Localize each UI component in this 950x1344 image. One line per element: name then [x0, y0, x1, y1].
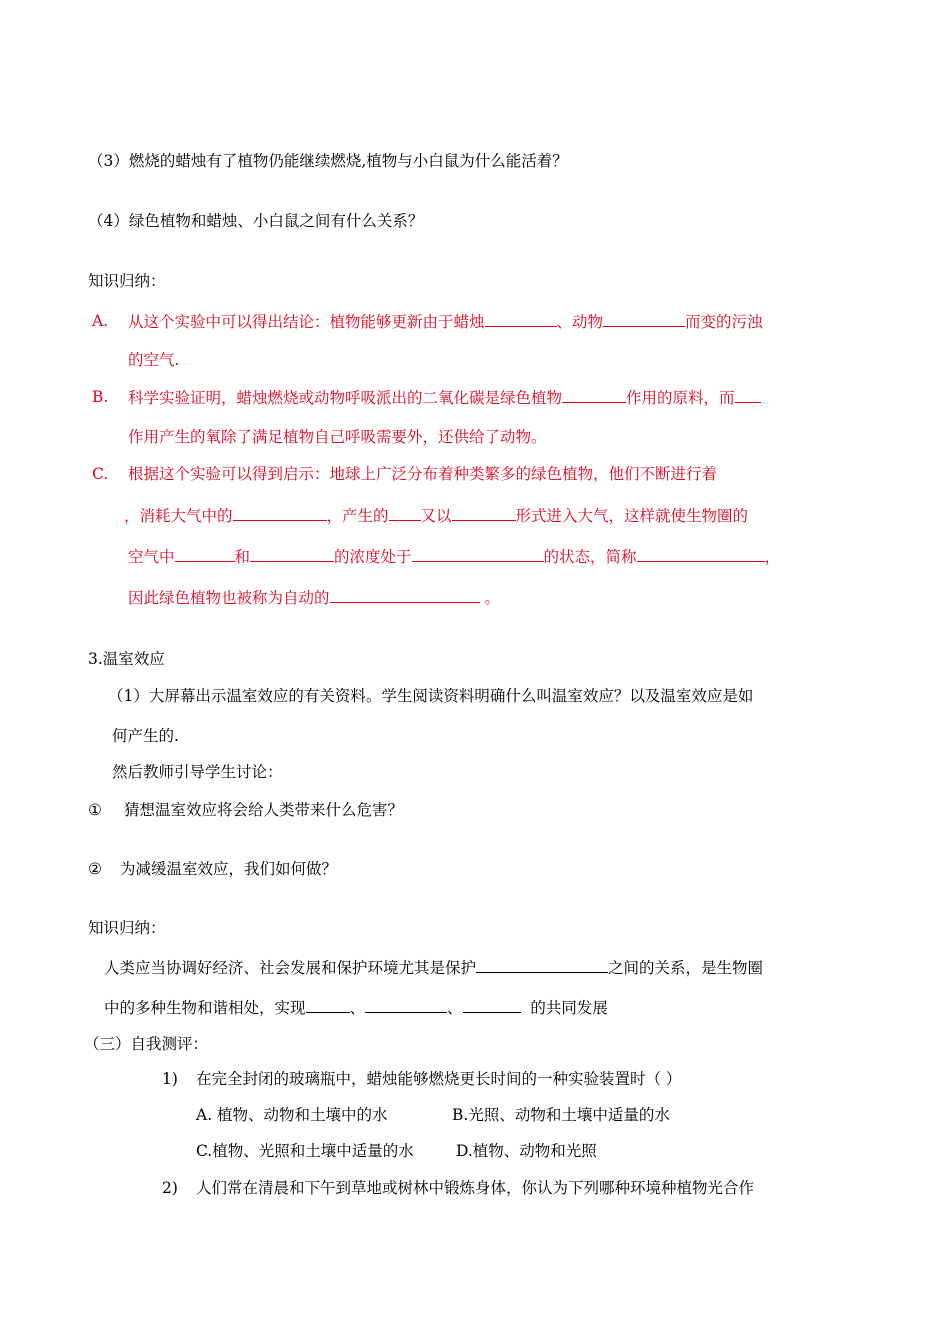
item-a-text1: 从这个实验中可以得出结论：植物能够更新由于蜡烛 [128, 313, 485, 331]
item-c-line3 [128, 546, 780, 567]
blank[interactable] [365, 997, 447, 1013]
item-b-line1 [128, 387, 761, 408]
item-c-text: 和 [234, 548, 251, 566]
summary2-line1 [104, 957, 763, 978]
summary2-text: 中的多种生物和谐相处，实现 [104, 999, 306, 1017]
item-c-text: 空气中 [128, 548, 175, 566]
blank[interactable] [306, 997, 350, 1013]
blank[interactable] [637, 546, 765, 562]
summary2-text: 、 [447, 999, 463, 1017]
blank[interactable] [452, 505, 516, 521]
question-number: 1) [162, 1070, 178, 1088]
question-3: （3）燃烧的蜡烛有了植物仍能继续燃烧,植物与小白鼠为什么能活着？ [88, 152, 568, 170]
list-marker: ① [88, 801, 102, 819]
summary-heading: 知识归纳： [88, 272, 166, 290]
option-b[interactable]: B.光照、动物和土壤中适量的水 [452, 1106, 670, 1124]
list-marker: ② [88, 860, 102, 878]
item-c-text: ， [764, 548, 781, 566]
item-a-marker: A. [92, 312, 109, 330]
item-c-line2 [124, 505, 748, 526]
section-title: 3.温室效应 [88, 650, 165, 668]
summary2-line2 [104, 997, 608, 1018]
item-c-text: 形式进入大气，这样就使生物圈的 [515, 507, 749, 525]
option-a[interactable]: A. 植物、动物和土壤中的水 [196, 1106, 388, 1124]
discussion-item-2: 为减缓温室效应，我们如何做？ [120, 860, 338, 878]
item-b-text2: 作用的原料，而 [626, 389, 735, 407]
question-4: （4）绿色植物和蜡烛、小白鼠之间有什么关系？ [88, 212, 424, 230]
summary2-text: 之间的关系，是生物圈 [608, 959, 764, 977]
item-c-text: ，产生的 [326, 507, 389, 525]
self-test-question-1: 在完全封闭的玻璃瓶中，蜡烛能够燃烧更长时间的一种实验装置时（ ） [196, 1070, 682, 1088]
blank[interactable] [603, 311, 685, 327]
item-a-text2: 、动物 [556, 313, 604, 331]
item-b-text1: 科学实验证明，蜡烛燃烧或动物呼吸派出的二氧化碳是绿色植物 [128, 389, 563, 407]
item-c-text: 的状态，简称 [543, 548, 637, 566]
summary2-text: 人类应当协调好经济、社会发展和保护环境尤其是保护 [104, 959, 477, 977]
blank[interactable] [476, 957, 608, 973]
item-c-text: 。 [484, 589, 500, 607]
item-a-line2: 的空气. [128, 351, 180, 369]
greenhouse-para1-cont: 何产生的. [112, 727, 179, 745]
item-a-line1 [128, 311, 763, 332]
item-c-line1: 根据这个实验可以得到启示：地球上广泛分布着种类繁多的绿色植物，他们不断进行着 [128, 465, 718, 483]
blank[interactable] [485, 311, 557, 327]
blank[interactable] [330, 587, 480, 603]
blank[interactable] [735, 387, 761, 403]
self-test-heading: （三）自我测评： [84, 1035, 209, 1053]
item-c-text: 因此绿色植物也被称为自动的 [128, 589, 330, 607]
item-b-line2: 作用产生的氧除了满足植物自己呼吸需要外，还供给了动物。 [128, 428, 547, 446]
blank[interactable] [250, 546, 334, 562]
item-c-line4 [128, 587, 500, 608]
summary2-text: 、 [349, 999, 366, 1017]
greenhouse-para1: （1）大屏幕出示温室效应的有关资料。学生阅读资料明确什么叫温室效应？以及温室效应是如 [108, 687, 754, 705]
self-test-question-2: 人们常在清晨和下午到草地或树林中锻炼身体，你认为下列哪种环境种植物光合作 [196, 1179, 755, 1197]
summary2-text: 的共同发展 [530, 999, 608, 1017]
greenhouse-para2: 然后教师引导学生讨论： [112, 763, 283, 781]
blank[interactable] [412, 546, 544, 562]
blank[interactable] [562, 387, 626, 403]
question-number: 2) [162, 1179, 178, 1197]
item-c-marker: C. [92, 465, 109, 483]
option-c[interactable]: C.植物、光照和土壤中适量的水 [196, 1142, 414, 1160]
blank[interactable] [175, 546, 235, 562]
blank[interactable] [233, 505, 327, 521]
item-c-text: 的浓度处于 [334, 548, 412, 566]
item-c-text: ，消耗大气中的 [124, 507, 233, 525]
item-b-marker: B. [92, 388, 109, 406]
summary-heading: 知识归纳： [88, 919, 166, 937]
item-c-text: 又以 [420, 507, 452, 525]
item-a-text3: 而变的污浊 [685, 313, 763, 331]
blank[interactable] [389, 505, 421, 521]
option-d[interactable]: D.植物、动物和光照 [456, 1142, 597, 1160]
blank[interactable] [463, 997, 521, 1013]
discussion-item-1: 猜想温室效应将会给人类带来什么危害？ [124, 801, 404, 819]
